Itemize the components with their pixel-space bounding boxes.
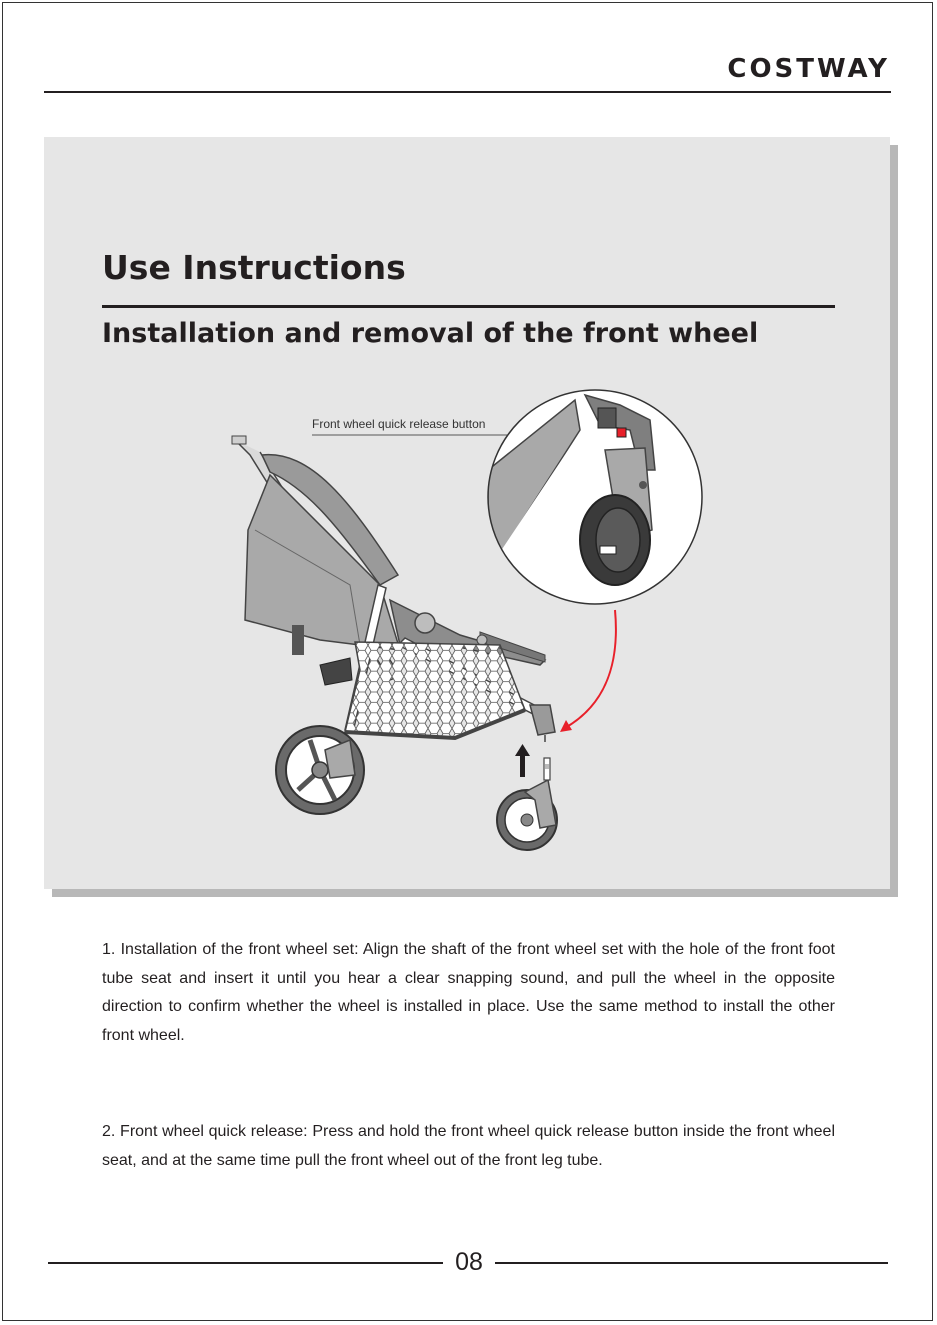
brand-logo: COSTWAY — [727, 54, 890, 84]
insert-arrow-icon — [515, 744, 530, 777]
instruction-step-2: 2. Front wheel quick release: Press and hold the front wheel quick release button inside the front wheel seat, and at the same time pull the front wheel out of the front leg tube. — [102, 1123, 835, 1169]
title-rule — [102, 305, 835, 308]
page-number: 08 — [455, 1248, 483, 1276]
zoom-pointer-arrow-icon — [560, 610, 616, 732]
front-wheel-detached — [497, 758, 557, 850]
rear-wheel — [276, 726, 364, 814]
stroller-illustration — [200, 380, 740, 860]
footer-rule-left — [48, 1262, 443, 1264]
header-rule — [44, 91, 891, 93]
footer-rule-right — [495, 1262, 888, 1264]
section-title: Use Instructions — [102, 248, 406, 287]
zoom-detail-circle — [488, 390, 702, 604]
callout-label: Front wheel quick release button — [312, 417, 486, 431]
instruction-step-1: 1. Installation of the front wheel set: Align the shaft of the front wheel set with the hole of the front foot tube seat and insert it until you hear a clear snapping sound, and pull the wheel in the opposite direction to confirm whether the wheel is installed in place. Use the same method to install the other front wheel. — [102, 941, 835, 1044]
section-subtitle: Installation and removal of the front wheel — [102, 318, 759, 349]
